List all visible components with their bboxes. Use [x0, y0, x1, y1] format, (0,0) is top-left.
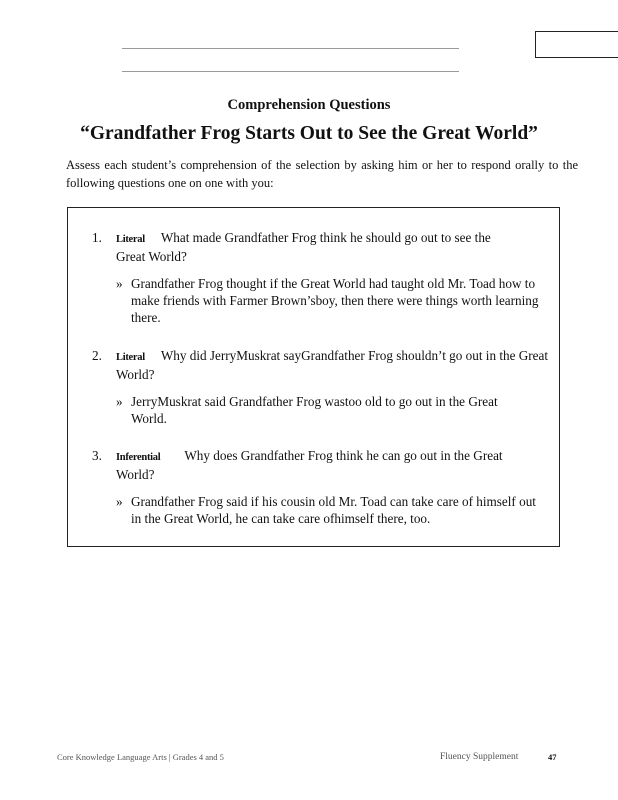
- question-number: 3.: [92, 448, 102, 463]
- answer-bullet: »: [116, 394, 123, 409]
- name-line: [122, 48, 459, 49]
- page-number: 47: [548, 752, 557, 762]
- story-title: “Grandfather Frog Starts Out to See the Great World”: [80, 123, 538, 144]
- question-text-block: [116, 229, 521, 265]
- footer-left: Core Knowledge Language Arts | Grades 4 and 5: [57, 752, 224, 762]
- answer-text: JerryMuskrat said Grandfather Frog wastoo old to go out in the Great World.: [131, 394, 498, 426]
- question-type: Inferential: [116, 452, 161, 463]
- questions-box: [67, 207, 560, 547]
- question-text-block: [116, 347, 549, 383]
- corner-box: [535, 31, 618, 58]
- question-text-block: [116, 447, 521, 483]
- question-number: 2.: [92, 348, 102, 363]
- question-type: Literal: [116, 234, 145, 245]
- answer-bullet: »: [116, 276, 123, 291]
- question-text: Why does Grandfather Frog think he can go out in the Great World?: [116, 448, 503, 482]
- question-text: What made Grandfather Frog think he should go out to see the Great World?: [116, 230, 491, 264]
- instructions-text: Assess each student’s comprehension of the selection by asking him or her to respond orally to the following questions one on one with you:: [66, 158, 578, 190]
- answer-text: Grandfather Frog said if his cousin old Mr. Toad can take care of himself out in the Great World, he can take care ofhimself there, too.: [131, 494, 536, 526]
- answer-bullet: »: [116, 494, 123, 509]
- date-line: [122, 71, 459, 72]
- question-type: Literal: [116, 352, 145, 363]
- footer-center: Fluency Supplement: [440, 752, 519, 762]
- question-text: Why did JerryMuskrat sayGrandfather Frog shouldn’t go out in the Great World?: [116, 348, 549, 382]
- answer-text: Grandfather Frog thought if the Great World had taught old Mr. Toad how to make friends with Farmer Brown’sboy, then there were things worth learning there.: [131, 276, 539, 325]
- question-number: 1.: [92, 230, 102, 245]
- section-title: Comprehension Questions: [227, 97, 391, 113]
